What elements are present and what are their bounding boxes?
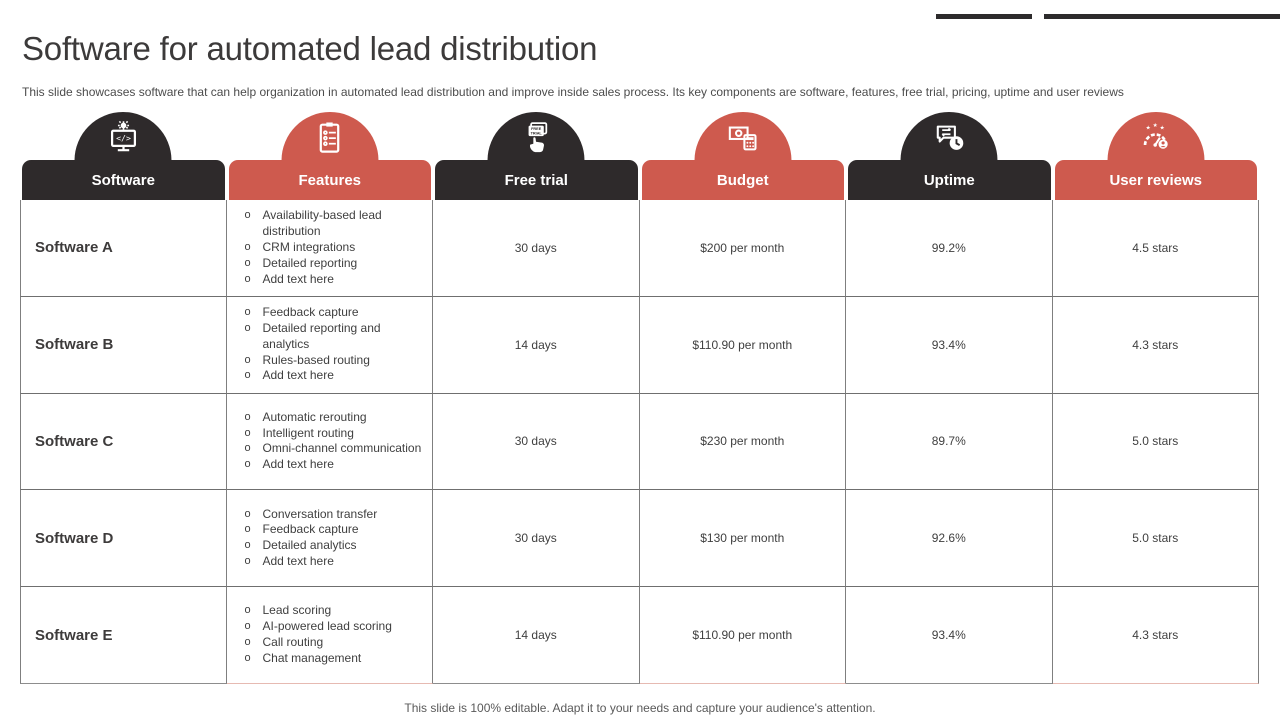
user-reviews-value: 4.3 stars	[1053, 587, 1260, 684]
feature-item	[245, 603, 427, 619]
free-trial-value: 30 days	[433, 200, 640, 297]
feature-item	[245, 441, 427, 457]
column-header-software: Software	[22, 160, 225, 200]
bullet-marker: o	[244, 322, 251, 334]
table-body	[20, 200, 1259, 684]
column-budget	[640, 112, 847, 200]
table-row	[20, 297, 1259, 394]
bullet-marker: o	[244, 458, 251, 471]
feature-text: AI-powered lead scoring	[262, 619, 392, 634]
bullet-marker: o	[244, 426, 251, 439]
slide-subtitle: This slide showcases software that can help organization in automated lead distribution and improve inside sales process. Its key components are software, features, free trial, pricing, uptime and user reviews	[22, 85, 1124, 99]
svg-text:★: ★	[1145, 125, 1152, 132]
feature-item	[245, 321, 427, 353]
bullet-marker: o	[244, 523, 251, 536]
feature-text: Add text here	[262, 457, 334, 472]
feature-text: Add text here	[262, 554, 334, 569]
feature-text: Detailed reporting	[262, 255, 358, 270]
comparison-table	[20, 112, 1259, 684]
feature-item	[245, 554, 427, 570]
table-row	[20, 200, 1259, 297]
page-title: Software for automated lead distribution	[22, 30, 598, 67]
column-free-trial	[433, 112, 640, 200]
svg-text:TRIAL: TRIAL	[530, 131, 542, 136]
budget-value: $230 per month	[640, 394, 847, 491]
bullet-marker: o	[244, 636, 251, 649]
uptime-value: 92.6%	[846, 490, 1053, 587]
bullet-marker: o	[244, 256, 251, 269]
feature-text: Conversation transfer	[262, 506, 378, 521]
user-reviews-value: 5.0 stars	[1053, 490, 1260, 587]
bullet-marker: o	[244, 209, 251, 222]
column-uptime	[846, 112, 1053, 200]
feature-text: Rules-based routing	[262, 352, 370, 367]
feature-text: CRM integrations	[262, 240, 356, 254]
bullet-marker: o	[244, 507, 251, 520]
software-features	[227, 490, 434, 587]
uptime-value: 93.4%	[846, 587, 1053, 684]
bullet-marker: o	[244, 539, 251, 552]
free-trial-value: 14 days	[433, 587, 640, 684]
bullet-marker: o	[244, 353, 251, 366]
uptime-value: 93.4%	[846, 297, 1053, 394]
budget-value: $130 per month	[640, 490, 847, 587]
feature-text: Call routing	[262, 635, 324, 650]
budget-value: $110.90 per month	[640, 587, 847, 684]
feature-text: Intelligent routing	[262, 425, 354, 440]
feature-item	[245, 522, 427, 538]
bullet-marker: o	[244, 272, 251, 285]
software-features	[227, 587, 434, 684]
column-user-reviews	[1053, 112, 1260, 200]
software-features	[227, 394, 434, 491]
table-header-row	[20, 112, 1259, 200]
feature-item	[245, 208, 427, 240]
feature-text: Chat management	[262, 650, 362, 665]
table-row	[20, 490, 1259, 587]
decorative-bar-short	[936, 14, 1032, 19]
bullet-marker: o	[244, 442, 251, 455]
feature-text: Omni-channel communication	[262, 441, 422, 456]
bullet-marker: o	[244, 604, 251, 617]
feature-item	[245, 457, 427, 473]
feature-item	[245, 368, 427, 384]
feature-text: Detailed reporting and analytics	[262, 321, 381, 351]
software-features	[227, 297, 434, 394]
feature-text: Detailed analytics	[262, 538, 357, 553]
feature-item	[245, 507, 427, 523]
feature-item	[245, 240, 427, 256]
uptime-value: 89.7%	[846, 394, 1053, 491]
software-name: Software B	[20, 297, 227, 394]
bullet-marker: o	[244, 555, 251, 568]
column-header-budget: Budget	[642, 160, 845, 200]
feature-text: Add text here	[262, 271, 334, 286]
column-header-features: Features	[229, 160, 432, 200]
svg-text:★: ★	[1152, 122, 1158, 129]
svg-text:</>: </>	[115, 133, 131, 144]
feature-text: Lead scoring	[262, 603, 332, 618]
budget-value: $110.90 per month	[640, 297, 847, 394]
user-reviews-value: 5.0 stars	[1053, 394, 1260, 491]
bullet-marker: o	[244, 241, 251, 253]
bullet-marker: o	[244, 410, 251, 423]
feature-item	[245, 635, 427, 651]
table-row	[20, 587, 1259, 684]
feature-item	[245, 426, 427, 442]
feature-text: Availability-based lead distribution	[262, 208, 382, 239]
feature-item	[245, 410, 427, 426]
column-header-user-reviews: User reviews	[1055, 160, 1258, 200]
column-header-free-trial: Free trial	[435, 160, 638, 200]
user-reviews-value: 4.5 stars	[1053, 200, 1260, 297]
feature-item	[245, 305, 427, 321]
uptime-value: 99.2%	[846, 200, 1053, 297]
column-header-uptime: Uptime	[848, 160, 1051, 200]
footer-note: This slide is 100% editable. Adapt it to your needs and capture your audience's attention.	[404, 701, 876, 715]
software-name: Software A	[20, 200, 227, 297]
table-row	[20, 394, 1259, 491]
software-name: Software E	[20, 587, 227, 684]
feature-item	[245, 538, 427, 554]
feature-item	[245, 651, 427, 667]
bullet-marker: o	[244, 306, 251, 319]
free-trial-value: 30 days	[433, 394, 640, 491]
svg-text:★: ★	[1159, 125, 1165, 132]
feature-text: Feedback capture	[262, 522, 359, 537]
software-features	[227, 200, 434, 297]
user-reviews-value: 4.3 stars	[1053, 297, 1260, 394]
column-software	[20, 112, 227, 200]
feature-item	[245, 353, 427, 369]
feature-item	[245, 272, 427, 288]
bullet-marker: o	[244, 369, 251, 382]
decorative-bar-long	[1044, 14, 1280, 19]
budget-value: $200 per month	[640, 200, 847, 297]
column-features	[227, 112, 434, 200]
feature-text: Add text here	[262, 368, 334, 383]
software-name: Software D	[20, 490, 227, 587]
feature-text: Feedback capture	[262, 305, 359, 320]
free-trial-value: 14 days	[433, 297, 640, 394]
free-trial-value: 30 days	[433, 490, 640, 587]
software-name: Software C	[20, 394, 227, 491]
svg-text:FREE: FREE	[530, 127, 542, 132]
feature-text: Automatic rerouting	[262, 409, 367, 424]
feature-item	[245, 619, 427, 635]
bullet-marker: o	[244, 620, 251, 633]
feature-item	[245, 256, 427, 272]
bullet-marker: o	[244, 651, 251, 664]
